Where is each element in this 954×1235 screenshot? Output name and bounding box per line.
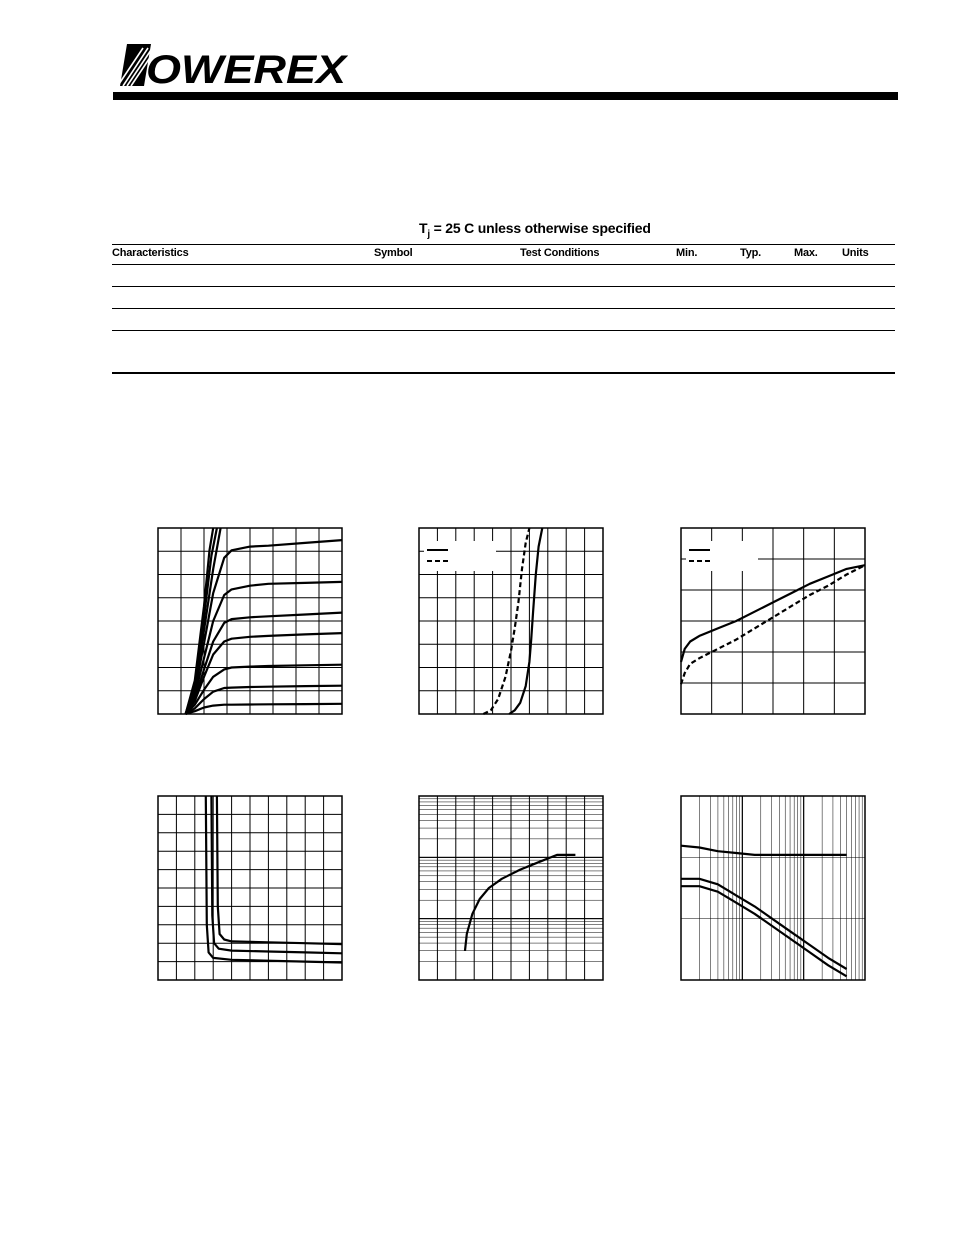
legend-box <box>424 541 496 571</box>
table-row-rule <box>112 264 895 265</box>
table-top-rule <box>112 244 895 245</box>
graph-4 <box>157 795 345 983</box>
graph-6-plot <box>680 795 868 983</box>
series-curve <box>465 855 575 951</box>
graph-1-plot <box>157 527 345 717</box>
test-condition-heading <box>419 220 651 240</box>
characteristics-table <box>112 244 895 374</box>
graph-1 <box>157 527 345 717</box>
table-row-rule <box>112 330 895 331</box>
graph-5-plot <box>418 795 606 983</box>
legend-box <box>686 541 758 571</box>
powerex-logo-mark <box>113 42 348 88</box>
table-bottom-rule <box>112 372 895 374</box>
condition-text: = 25 C unless otherwise specified <box>429 220 651 236</box>
table-row-rule <box>112 308 895 309</box>
table-row-rule <box>112 286 895 287</box>
graph-3 <box>680 527 868 717</box>
header-symbol: Symbol <box>374 247 413 259</box>
series-middle-curve <box>681 879 847 969</box>
graph-4-plot <box>157 795 345 983</box>
header-rule <box>113 92 898 100</box>
powerex-logo <box>113 42 348 88</box>
header-typ: Typ. <box>740 247 761 259</box>
condition-subscript: j <box>427 228 430 240</box>
series-curve-1 <box>206 796 342 963</box>
series-curve-2 <box>211 796 342 953</box>
logo-wordmark: OWEREX <box>146 48 348 88</box>
condition-symbol: T <box>419 220 428 236</box>
graph-3-plot <box>680 527 868 717</box>
graph-6 <box>680 795 868 983</box>
header-characteristics: Characteristics <box>112 247 189 259</box>
graph-5 <box>418 795 606 983</box>
series-upper-curve <box>681 846 847 855</box>
header-max: Max. <box>794 247 818 259</box>
graph-2-plot <box>418 527 606 717</box>
graph-2 <box>418 527 606 717</box>
header-units: Units <box>842 247 869 259</box>
header-min: Min. <box>676 247 698 259</box>
header-test-conditions: Test Conditions <box>520 247 600 259</box>
series-lower-curve <box>681 886 847 976</box>
